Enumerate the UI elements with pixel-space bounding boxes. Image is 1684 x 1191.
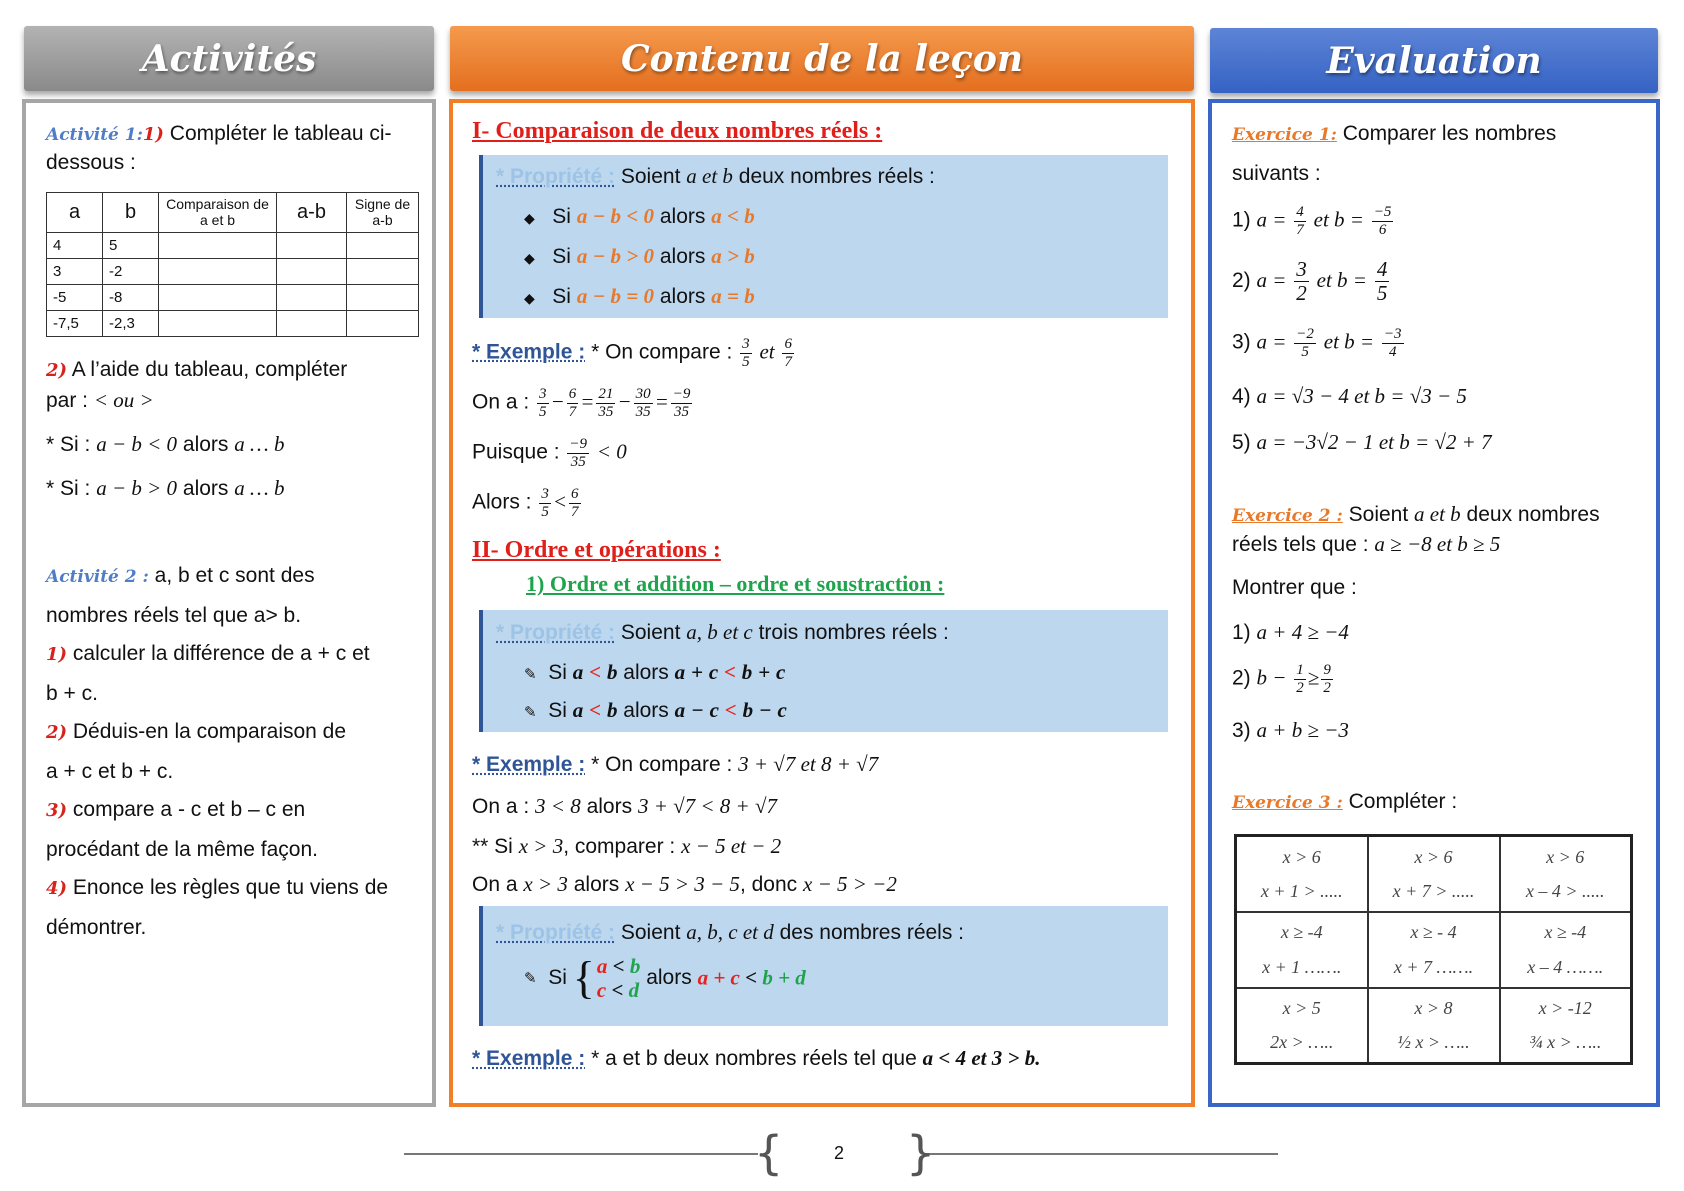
activite2-item-cont: a + c et b + c. [46,760,174,783]
fraction: $\frac{3}{5}$ [541,486,549,520]
num-label: 3) [46,800,68,821]
fraction: $\frac{6}{7}$ [568,386,577,420]
exemple2 [472,752,878,777]
activite1-table [46,192,419,337]
comparer-label: , comparer : [563,835,676,858]
exemple-label: * Exemple : [472,753,586,776]
alors-label: alors [646,966,692,990]
propriete-label: * Propriété : [496,921,616,944]
exercice-text: Comparer les nombres [1342,122,1557,145]
math-expr: a et b [1414,502,1461,526]
alors-label: alors [573,873,620,896]
puisque-label: Puisque : [472,440,560,464]
table-row [47,233,419,259]
exercice-text: deux nombres [1466,503,1600,526]
table-cell: -5 [47,285,103,311]
si-label: * Si : [46,477,91,500]
num-label: 1) [1232,621,1251,644]
math-expr: a = [1256,268,1287,293]
fraction: $\frac{30}{35}$ [635,386,651,420]
activite1-si1 [46,432,284,457]
page-number: 2 [834,1143,845,1163]
math-expr: et b = [1323,329,1375,354]
table-row [47,285,419,311]
exemple-label: * Exemple : [472,1047,586,1070]
math-expr: x − 5 et − 2 [681,834,782,858]
num-label: 2) [46,360,68,381]
table-cell: -7,5 [47,311,103,337]
si-label: Si [552,205,571,228]
fraction: $\frac{3}{5}$ [742,336,750,370]
alors-label: alors [659,285,706,308]
si-label: Si [552,245,571,268]
num-label: 1) [46,644,68,665]
exercice-text: Soient [1348,503,1409,526]
exemple3 [472,1046,1040,1071]
pencil-bullet-icon: ✎ [524,704,537,721]
alors-label: alors [182,477,229,500]
table-header: Comparaison de a et b [159,193,277,233]
exemple2-ona2 [472,872,897,897]
exemple-text: * On compare : [591,340,733,364]
exemple1-alors: Alors : $\frac{3}{5}$ < $\frac{6}{7}$ [472,486,579,520]
table-cell: x > 6 x – 4 > ..... [1500,836,1632,912]
alors-label: Alors : [472,490,532,514]
prop-text: Soient [620,165,681,188]
math-expr: a … b [234,476,285,500]
rule-row-system: ✎ Si { a < b c < d alors a + c < b + d [524,952,806,1004]
fraction: $\frac{9}{2}$ [1323,662,1331,696]
alors-label: alors [623,699,669,722]
num-label: 5) [1232,431,1251,454]
exercice2-item [1232,662,1335,696]
ona-label: On a : [472,390,530,414]
math-expr: a < 4 et 3 > b. [922,1046,1041,1070]
activite2-item-cont: démontrer. [46,916,147,939]
si-label: * Si : [46,433,91,456]
si-label: ** Si [472,835,513,858]
math-expr: a + b ≥ −3 [1256,718,1349,742]
activite1-intro [46,122,392,146]
activite2-intro [46,564,315,588]
prop-text: deux nombres réels : [738,165,935,188]
math-expr: a − b < 0 [96,432,178,456]
exercice1-text2: suivants : [1232,162,1321,185]
exemple1 [472,336,796,370]
activite2-text: a, b et c sont des [154,564,315,587]
table-cell-empty [277,311,347,337]
activite2-item-cont: b + c. [46,682,98,705]
math-result: a = b [711,284,755,308]
math-cond: a − b < 0 [576,204,655,228]
rule-row: ✎ Si a < b alors a + c < b + c [524,660,786,684]
exercice1-item [1232,430,1492,455]
alors-label: alors [623,661,669,684]
table-header: b [103,193,159,233]
exercice1-label: Exercice 1: [1232,125,1337,145]
activite2-label: Activité 2 : [46,567,149,587]
table-cell: 5 [103,233,159,259]
math-expr: a, b et c [686,620,753,644]
num-label: 1) [142,124,164,145]
diamond-bullet-icon: ◆ [524,250,535,266]
math-expr: a … b [234,432,285,456]
exercice2-label: Exercice 2 : [1232,506,1343,526]
math-expr: 3 + √7 et 8 + √7 [738,752,879,776]
right-brace-icon: } [906,1126,936,1180]
table-header: a-b [277,193,347,233]
rule-row [524,244,755,269]
table-cell: x > 8 ½ x > ….. [1368,988,1500,1064]
table-cell-empty [277,233,347,259]
exercice1-intro [1232,122,1556,146]
ona-label: On a : [472,795,530,818]
math-expr: a = −3√2 − 1 et b = √2 + 7 [1256,430,1492,454]
num-label: 3) [1232,330,1251,354]
propriete-label: * Propriété : [496,165,616,188]
header-contenu: Contenu de la leçon [450,26,1194,91]
table-cell-empty [347,285,419,311]
table-cell: 4 [47,233,103,259]
table-cell: -8 [103,285,159,311]
math-expr: ≥ [1307,665,1320,690]
math-cond: a − b = 0 [576,284,655,308]
table-cell-empty [347,311,419,337]
exercice2-item [1232,620,1349,645]
pencil-bullet-icon: ✎ [524,666,537,683]
math-expr: 3 + √7 < 8 + √7 [637,794,778,818]
table-cell-empty [159,311,277,337]
exercice1-item [1232,384,1467,409]
math-expr: a et b [686,164,733,188]
subsection1-title: 1) Ordre et addition – ordre et soustraction : [526,571,945,596]
math-expr: a = [1256,207,1287,232]
activite2-item [46,720,346,744]
table-cell-empty [347,259,419,285]
fraction: $\frac{-9}{35}$ [569,436,588,470]
exemple1-puisque [472,436,627,470]
exemple2-ona [472,794,777,819]
math-expr: a = [1256,329,1287,354]
activite1-q2b [46,388,154,413]
exemple-text: * On compare : [591,753,733,776]
fraction: $\frac{6}{7}$ [784,336,792,370]
math-expr: a ≥ −8 et b ≥ 5 [1374,532,1501,556]
footer-line-left [404,1153,758,1155]
prop-text: Soient [620,621,681,644]
math-expr: et b = [1313,207,1364,232]
fraction: $\frac{-9}{35}$ [672,386,691,420]
system-brace: { a < b c < d [572,952,641,1004]
exemple-text: * a et b deux nombres réels tel que [591,1047,917,1070]
num-label: 2) [1232,269,1251,293]
table-cell: -2 [103,259,159,285]
table-cell: x > 5 2x > ….. [1236,988,1368,1064]
exemple1-ona: On a : $\frac{3}{5}$ − $\frac{6}{7}$ = $\frac{21}{35}$ − $\frac{30}{35}$ = $\frac{-9}{35}$ [472,386,691,420]
exercice2-item [1232,718,1349,743]
exercice1-item [1232,204,1395,238]
activite2-item [46,876,388,900]
num-label: 4) [46,878,68,899]
table-cell: x ≥ - 4 x + 7 ……. [1368,912,1500,988]
table-cell: x ≥ -4 x + 1 ……. [1236,912,1368,988]
si-label: Si [552,285,571,308]
math-expr: x > 3 [523,872,568,896]
q2-par: par : [46,389,89,412]
math-expr: < 0 [596,439,627,464]
table-cell-empty [159,233,277,259]
table-row [47,311,419,337]
section2-title: II- Ordre et opérations : [472,537,721,563]
alors-label: alors [586,795,633,818]
et-label: et [759,339,775,364]
activite2-item [46,642,370,666]
fraction: $\frac{-3}{4}$ [1383,326,1402,360]
ona-label: On a [472,873,518,896]
si-label: Si [548,966,567,990]
prop-text: Soient [620,921,681,944]
num-label: 3) [1232,719,1251,742]
num-label: 1) [1232,208,1251,232]
math-cond: a − b > 0 [576,244,655,268]
alors-label: alors [182,433,229,456]
math-expr: a + 4 ≥ −4 [1256,620,1349,644]
prop-text: trois nombres réels : [758,621,949,644]
item-text: Déduis-en la comparaison de [72,720,347,743]
diamond-bullet-icon: ◆ [524,290,535,306]
exemple2-si [472,834,781,859]
math-expr: b − [1256,665,1287,690]
num-label: 2) [1232,666,1251,690]
alors-label: alors [659,245,706,268]
table-row [1236,836,1632,912]
fraction: $\frac{3}{2}$ [1296,257,1307,306]
exercice2-text2 [1232,532,1500,557]
rule-row [524,204,755,229]
table-header: Signe de a-b [347,193,419,233]
item-text: Enonce les règles que tu viens de [72,876,389,899]
math-expr: 3 < 8 [535,794,581,818]
num-label: 2) [46,722,68,743]
rule-row: ✎ Si a < b alors a − c < b − c [524,698,787,722]
math-expr: a = √3 − 4 et b = √3 − 5 [1256,384,1467,408]
table-cell-empty [347,233,419,259]
header-activites: Activités [24,26,434,91]
exercice3-table [1234,834,1633,1065]
exercice1-item [1232,326,1406,360]
exercice2-intro [1232,502,1600,527]
exercice3-intro [1232,790,1457,814]
alors-label: alors [659,205,706,228]
table-cell: x > 6 x + 7 > ..... [1368,836,1500,912]
table-cell-empty [277,259,347,285]
q2-text: A l’aide du tableau, compléter [71,358,348,381]
propriete3-head [496,920,964,945]
table-cell: x > -12 ¾ x > ….. [1500,988,1632,1064]
activite2-item [46,798,305,822]
propriete1-head [496,164,935,189]
exercice1-item [1232,258,1391,305]
math-expr: a, b, c et d [686,920,774,944]
table-cell: -2,3 [103,311,159,337]
fraction: $\frac{4}{7}$ [1296,204,1304,238]
propriete2-head [496,620,949,645]
fraction: $\frac{1}{2}$ [1296,662,1304,696]
activite1-text: Compléter le tableau ci- [169,122,392,145]
diamond-bullet-icon: ◆ [524,210,535,226]
table-row [1236,988,1632,1064]
exercice-text: Compléter : [1348,790,1458,813]
rule-row [524,284,755,309]
num-label: 4) [1232,385,1251,408]
table-cell-empty [159,285,277,311]
section1-title: I- Comparaison de deux nombres réels : [472,118,883,144]
math-result: a < b [711,204,755,228]
math-expr: a − b > 0 [96,476,178,500]
prop-text: des nombres réels : [779,921,965,944]
exercice2-montrer: Montrer que : [1232,576,1357,599]
activite1-q2 [46,358,347,382]
left-brace-icon: { [754,1126,784,1180]
activite1-text2: dessous : [46,151,136,174]
fraction: $\frac{4}{5}$ [1376,257,1388,306]
math-expr: et b = [1316,268,1367,293]
math-expr: x − 5 > 3 − 5 [625,872,740,896]
math-result: a > b [711,244,755,268]
fraction: $\frac{3}{5}$ [539,386,547,420]
math-expr: x > 3 [518,834,564,858]
activite1-label: Activité 1: [46,125,143,145]
table-header: a [47,193,103,233]
table-cell-empty [159,259,277,285]
fraction: $\frac{-5}{6}$ [1373,204,1392,238]
fraction: $\frac{6}{7}$ [571,486,579,520]
q2-math: < ou > [93,388,154,412]
header-evaluation: Evaluation [1210,28,1658,93]
fraction: $\frac{-2}{5}$ [1296,326,1314,360]
item-text: calculer la différence de a + c et [72,642,370,665]
pencil-bullet-icon: ✎ [524,970,537,988]
propriete-label: * Propriété : [496,621,616,644]
exemple-label: * Exemple : [472,340,586,364]
si-label: Si [548,661,567,684]
activite2-text2: nombres réels tel que a> b. [46,604,302,627]
item-text: compare a - c et b – c en [72,798,306,821]
activite2-item-cont: procédant de la même façon. [46,838,318,861]
si-label: Si [548,699,567,722]
table-cell: x ≥ -4 x – 4 ……. [1500,912,1632,988]
exercice-text: réels tels que : [1232,533,1369,556]
table-row [47,259,419,285]
math-expr: x − 5 > −2 [803,872,897,896]
table-row [1236,912,1632,988]
table-cell: x > 6 x + 1 > ..... [1236,836,1368,912]
footer-line-right [924,1153,1278,1155]
activite1-si2 [46,476,284,501]
fraction: $\frac{21}{35}$ [598,386,614,420]
exercice3-label: Exercice 3 : [1232,793,1343,813]
table-cell-empty [277,285,347,311]
donc-label: , donc [739,873,798,896]
table-cell: 3 [47,259,103,285]
